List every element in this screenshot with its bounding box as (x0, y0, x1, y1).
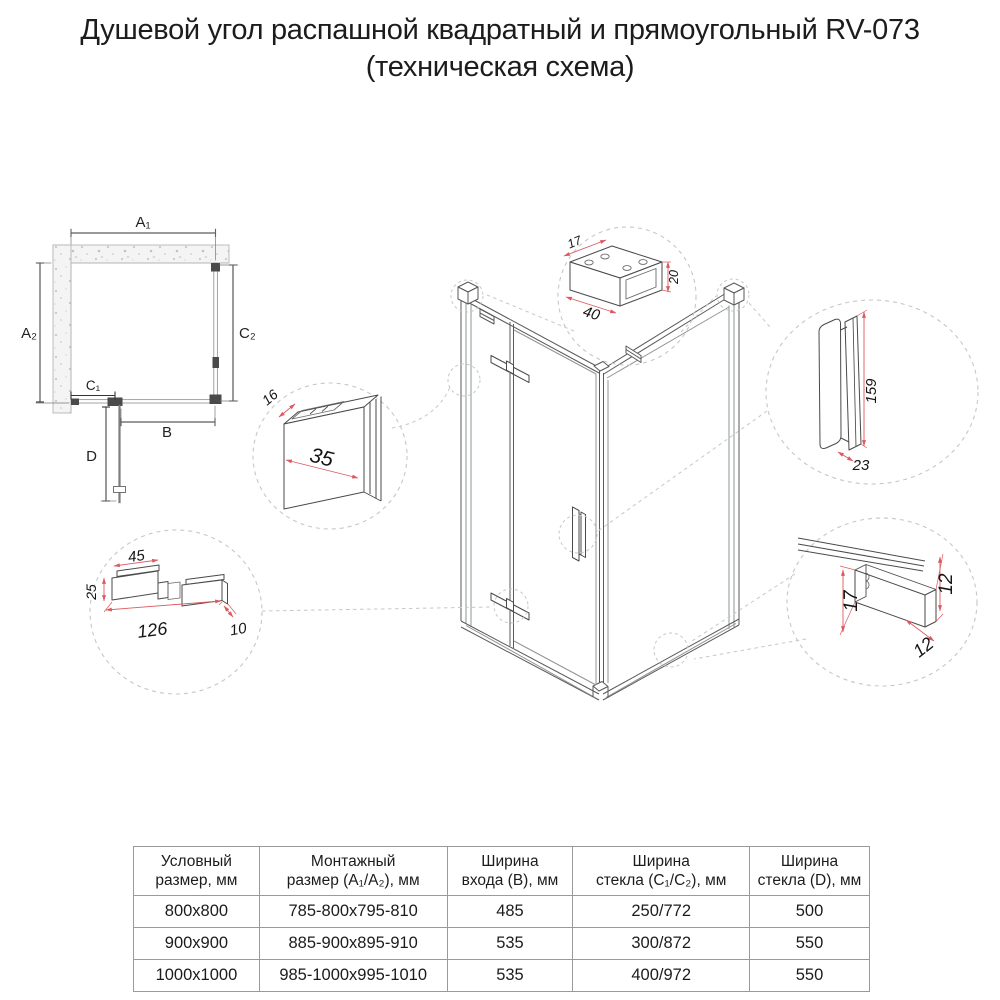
col-header-entry-width: Ширина входа (B), мм (447, 847, 573, 896)
col-header-nominal-size: Условный размер, мм (134, 847, 260, 896)
iso-rail-clamp-left (480, 309, 494, 324)
iso-wall-bracket-right (724, 283, 744, 305)
col-header-glass-width-d: Ширина стекла (D), мм (750, 847, 870, 896)
dim-hinge-length: 126 (136, 618, 169, 642)
dim-hinge-height: 25 (83, 584, 99, 600)
iso-top-rail-left (462, 294, 600, 374)
plan-label-a1: A₁ (135, 214, 151, 231)
callout-wall-profile (253, 383, 407, 529)
plan-glass-right (214, 263, 218, 400)
iso-wall-bracket-left (458, 282, 478, 304)
table-header-row (134, 847, 870, 896)
dim-hinge-thickness: 10 (228, 619, 248, 640)
plan-wall-top (53, 245, 229, 263)
cell-entry-width: 485 (447, 896, 573, 928)
cell-glass-width-d: 550 (750, 928, 870, 960)
cell-glass-width-c: 250/772 (573, 896, 750, 928)
plan-door-handle (114, 487, 126, 493)
dim-bracket-depth: 17 (565, 233, 584, 252)
iso-right-wall (607, 301, 739, 683)
cell-glass-width-d: 550 (750, 960, 870, 992)
dim-profile-depth: 16 (258, 386, 281, 409)
iso-corner-post (593, 362, 609, 699)
dim-profile-width: 35 (307, 443, 336, 472)
callout-bottom-rail (787, 518, 977, 686)
cell-glass-width-d: 500 (750, 896, 870, 928)
callout-hinge (83, 530, 262, 694)
cell-mounting-size: 785-800x795-810 (259, 896, 447, 928)
highlight-circles (448, 279, 749, 667)
plan-wall-block-left (71, 399, 79, 406)
dim-hinge-plate-width: 45 (126, 546, 146, 567)
dim-handle-depth: 23 (852, 457, 870, 474)
cell-entry-width: 535 (447, 960, 573, 992)
size-table (133, 846, 870, 992)
dim-rail-outer-height: 12 (936, 573, 957, 595)
page-title-line2: (техническая схема) (365, 51, 635, 83)
cell-mounting-size: 985-1000x995-1010 (259, 960, 447, 992)
plan-hinge-block (108, 398, 123, 407)
cell-nominal-size: 800x800 (134, 896, 260, 928)
plan-label-c1: C₁ (85, 378, 101, 393)
cell-glass-width-c: 400/972 (573, 960, 750, 992)
table-row (134, 896, 870, 928)
table-row (134, 928, 870, 960)
plan-corner-block (210, 395, 222, 405)
page-title-line1: Душевой угол распашной квадратный и прямоугольный RV-073 (80, 14, 920, 46)
isometric-view (458, 282, 744, 700)
dim-rail-depth: 12 (909, 633, 938, 662)
iso-bottom-rail-left (461, 621, 599, 700)
plan-label-b: B (161, 424, 173, 441)
cell-glass-width-c: 300/872 (573, 928, 750, 960)
iso-rail-clamp-right (626, 346, 641, 363)
col-header-glass-width-c: Ширина стекла (C₁/C₂), мм (573, 847, 750, 896)
dim-bracket-length: 40 (580, 303, 602, 325)
table-row (134, 960, 870, 992)
iso-left-wall (461, 299, 471, 626)
col-header-mounting-size: Монтажный размер (A₁/A₂), мм (259, 847, 447, 896)
dim-handle-length: 159 (863, 378, 880, 404)
plan-label-d: D (86, 448, 97, 465)
dim-rail-inner-height: 17 (841, 590, 862, 612)
plan-glass-bottom (71, 400, 210, 403)
plan-label-c2: C₂ (239, 325, 256, 342)
plan-connector-mid (213, 357, 220, 368)
callout-wall-bracket (558, 227, 696, 365)
cell-nominal-size: 900x900 (134, 928, 260, 960)
plan-view (21, 214, 256, 502)
highlight-wall-profile (448, 364, 480, 396)
plan-bracket-top (211, 263, 220, 272)
cell-mounting-size: 885-900x895-910 (259, 928, 447, 960)
callout-handle (766, 300, 978, 484)
cell-entry-width: 535 (447, 928, 573, 960)
plan-label-a2: A₂ (21, 325, 37, 342)
dim-bracket-height: 20 (667, 270, 681, 284)
iso-bottom-rail-right (603, 619, 739, 700)
cell-nominal-size: 1000x1000 (134, 960, 260, 992)
plan-wall-left (53, 245, 71, 413)
